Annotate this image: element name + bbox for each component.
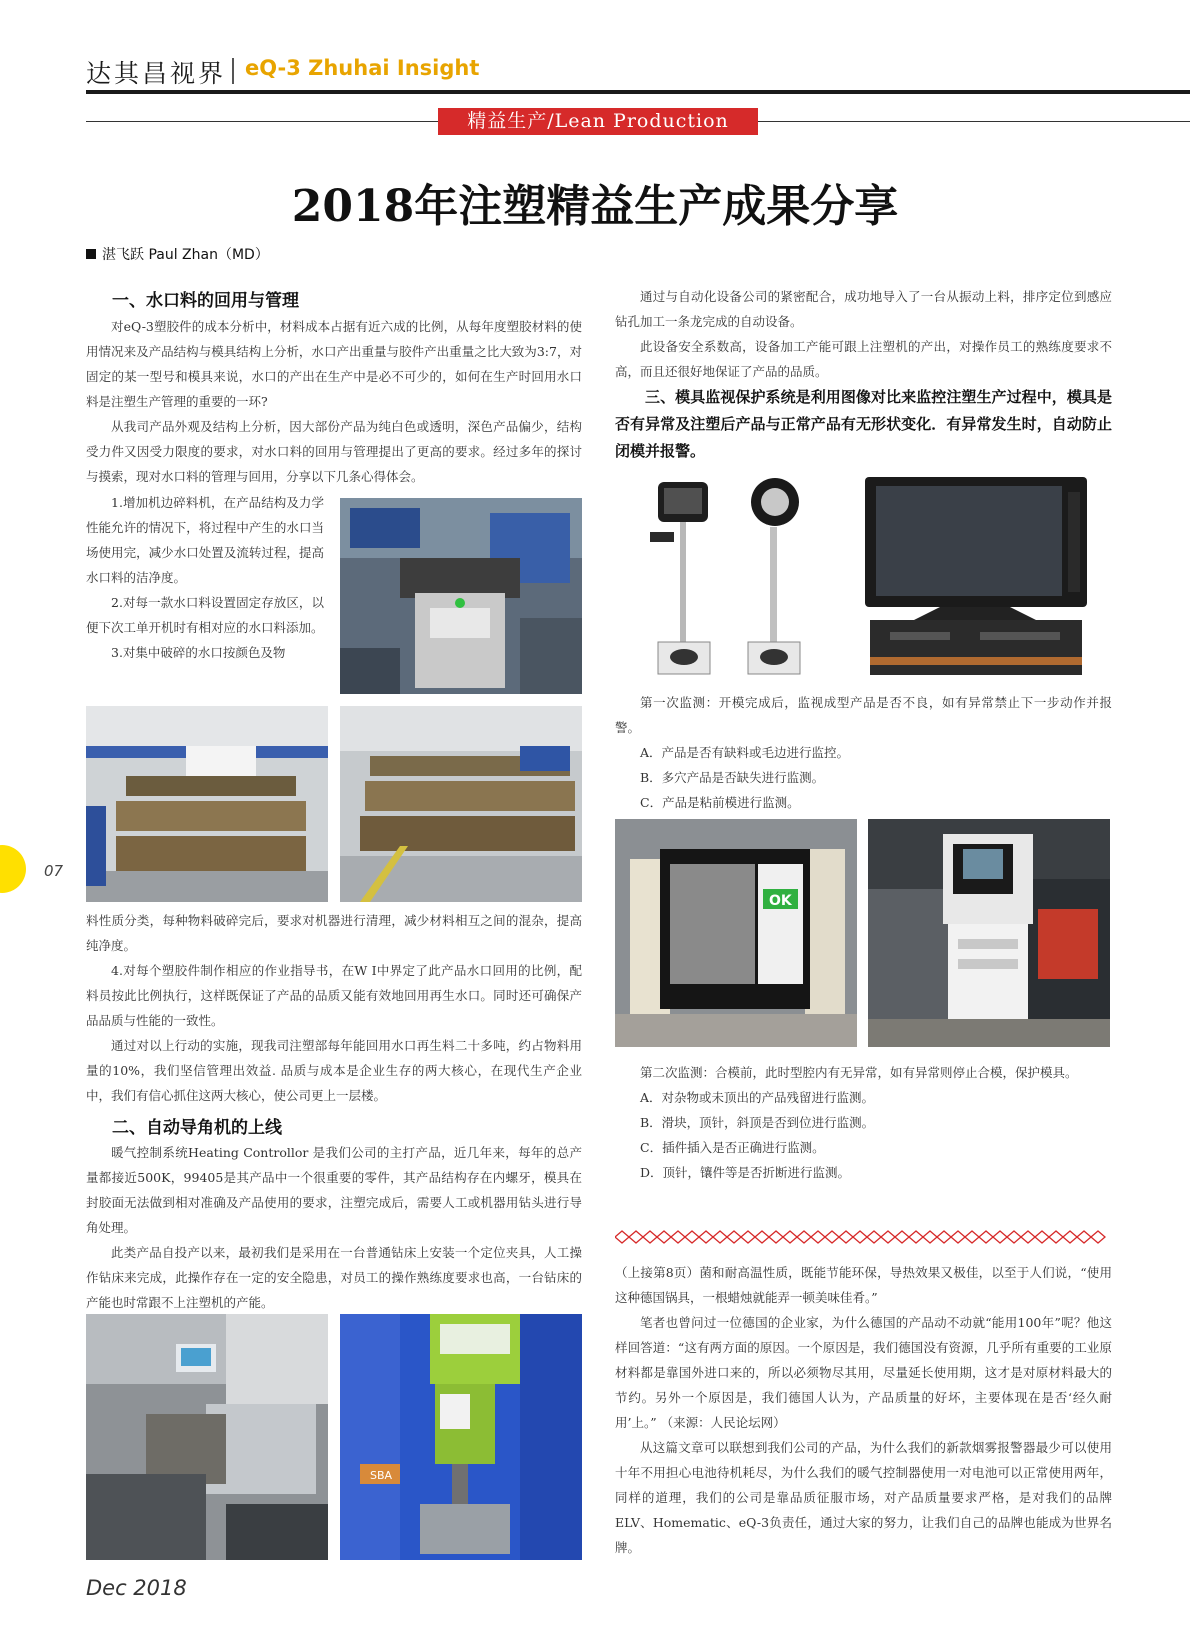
section1-items-wide xyxy=(86,908,582,1108)
first-monitoring-intro: 第一次监测：开模完成后，监视成型产品是否不良，如有异常禁止下一步动作并报警。 xyxy=(615,695,1112,735)
brand-name-cn: 达其昌视界 xyxy=(86,59,227,88)
first-monitoring-item-c: C．产品是粘前模进行监测。 xyxy=(640,795,800,810)
section3-heading: 三、模具监视保护系统是利用图像对比来监控注塑生产过程中，模具是否有异常及注塑后产品与正常产品有无形状变化．有异常发生时，自动防止闭模并报警。 xyxy=(615,388,1112,460)
brand-separator xyxy=(232,58,234,84)
header-rule xyxy=(86,90,1190,94)
first-monitoring-item-a: A．产品是否有缺料或毛边进行监控。 xyxy=(640,745,850,760)
photo-storage-rack-1 xyxy=(86,706,328,902)
section2-paragraph-2: 此类产品自投产以来，最初我们是采用在一台普通钻床上安装一个定位夹具，人工操作钻床来完成，此操作存在一定的安全隐患，对员工的操作熟练度要求也高，一台钻床的产能也时常跟不上注塑机的产能。 xyxy=(86,1245,582,1310)
section1-heading: 一、水口料的回用与管理 xyxy=(112,291,299,311)
page-number: 07 xyxy=(44,862,64,880)
article-author xyxy=(86,244,269,264)
decorative-divider xyxy=(615,1230,1112,1244)
section1-item-3-start: 3.对集中破碎的水口按颜色及物 xyxy=(111,645,286,660)
section1-paragraph-2: 从我司产品外观及结构上分析，因大部份产品为纯白色或透明，深色产品偏少，结构受力件又因受力限度的要求，对水口料的回用与管理提出了更高的要求。经过多年的探讨与摸索，现对水口料的管理与回用，分享以下几条心得体会。 xyxy=(86,419,582,484)
section2-heading: 二、自动导角机的上线 xyxy=(112,1118,282,1138)
second-monitoring-item-a: A．对杂物或未顶出的产品残留进行监测。 xyxy=(640,1090,875,1105)
issue-date: Dec 2018 xyxy=(86,1576,187,1600)
author-name: 湛飞跃 Paul Zhan（MD） xyxy=(102,247,269,263)
section2-paragraph-4: 此设备安全系数高，设备加工产能可跟上注塑机的产出，对操作员工的熟练度要求不高，而且还很好地保证了产品的品质。 xyxy=(615,339,1112,379)
section-tag: 精益生产/Lean Production xyxy=(438,108,758,135)
section1-items-narrow xyxy=(86,490,324,665)
section1-paragraph-1: 对eQ-3塑胶件的成本分析中，材料成本占据有近六成的比例，从每年度塑胶材料的使用情况来及产品结构与模具结构上分析，水口产出重量与胶件产出重量之比大致为3:7，对固定的某一型号和模具来说，水口的产出在生产中是必不可少的，如何在生产时回用水口料是注塑生产管理的重要的一环? xyxy=(86,319,582,409)
photo-drill-press xyxy=(340,1314,582,1560)
section1-item-4: 4.对每个塑胶件制作相应的作业指导书，在W I中界定了此产品水口回用的比例，配料员按此比例执行，这样既保证了产品的品质又能有效地回用再生水口。同时还可确保产品品质与性能的一致性。 xyxy=(86,963,582,1028)
brand-name-en: eQ-3 Zhuhai Insight xyxy=(245,56,480,80)
continued-paragraph-2: 笔者也曾问过一位德国的企业家，为什么德国的产品动不动就“能用100年”呢？他这样回答道：“这有两方面的原因。一个原因是，我们德国没有资源，几乎所有重要的工业原材料都是靠国外进口来的，所以必须物尽其用，尽量延长使用期，这才是对原材料最大的节约。另外一个原因是，我们德国人认为，产品质量的好坏，主要体现在是否‘经久耐用’上。” （来源：人民论坛网） xyxy=(615,1315,1112,1430)
continued-paragraph-1: （上接第8页）菌和耐高温性质，既能节能环保，导热效果又极佳，以至于人们说，“使用这种德国锅具，一根蜡烛就能弄一顿美味佳肴。” xyxy=(615,1265,1112,1305)
photo-monitor-unit xyxy=(860,472,1092,682)
page-marker-dot xyxy=(0,845,26,893)
photo-monitoring-cameras xyxy=(630,472,830,682)
photo-chamfer-machine xyxy=(86,1314,328,1560)
section1-item-3-continued: 料性质分类，每种物料破碎完后，要求对机器进行清理，减少材料相互之间的混杂，提高纯净度。 xyxy=(86,913,582,953)
monitor-ok-text: OK xyxy=(769,893,792,909)
section2-continued xyxy=(615,284,1112,384)
section2-body xyxy=(86,1140,582,1315)
divider-diamonds xyxy=(615,1231,1105,1243)
photo-monitor-screen xyxy=(615,819,857,1047)
second-monitoring-item-b: B．滑块，顶针，斜顶是否到位进行监测。 xyxy=(640,1115,875,1130)
photo-monitor-cabinet xyxy=(868,819,1110,1047)
continued-paragraph-3: 从这篇文章可以联想到我们公司的产品，为什么我们的新款烟雾报警器最少可以使用十年不用担心电池待机耗尽，为什么我们的暖气控制器使用一对电池可以正常使用两年，同样的道理，我们的公司是靠品质征服市场，对产品质量要求严格，是对我们的品牌ELV、Homematic、eQ-3负责任，通过大家的努力，让我们自己的品牌也能成为世界名牌。 xyxy=(615,1440,1112,1555)
section1-summary: 通过对以上行动的实施，现我司注塑部每年能回用水口再生料二十多吨，约占物料用量的10%，我们坚信管理出效益. 品质与成本是企业生存的两大核心，在现代生产企业中，我们有信心抓住这两大核心，使公司更上一层楼。 xyxy=(86,1038,582,1103)
second-monitoring-item-c: C．插件插入是否正确进行监测。 xyxy=(640,1140,825,1155)
continued-article xyxy=(615,1260,1112,1560)
sba-sign-text: SBA xyxy=(370,1469,393,1482)
second-monitoring-intro: 第二次监测：合模前，此时型腔内有无异常，如有异常则停止合模，保护模具。 xyxy=(640,1065,1078,1080)
section3-heading-block xyxy=(615,384,1112,465)
photo-grinder xyxy=(340,498,582,694)
section1-intro xyxy=(86,314,582,489)
section1-item-2: 2.对每一款水口料设置固定存放区，以便下次工单开机时有相对应的水口料添加。 xyxy=(86,595,324,635)
first-monitoring-block xyxy=(615,690,1112,815)
second-monitoring-block xyxy=(615,1060,1112,1185)
second-monitoring-item-d: D．顶针，镶件等是否折断进行监测。 xyxy=(640,1165,851,1180)
author-bullet-icon xyxy=(86,249,96,259)
first-monitoring-item-b: B．多穴产品是否缺失进行监测。 xyxy=(640,770,825,785)
section1-item-1: 1.增加机边碎料机，在产品结构及力学性能允许的情况下，将过程中产生的水口当场使用完，减少水口处置及流转过程，提高水口料的洁净度。 xyxy=(86,495,324,585)
section2-paragraph-1: 暖气控制系统Heating Controllor 是我们公司的主打产品，近几年来，每年的总产量都接近500K，99405是其产品中一个很重要的零件，其产品结构存在内螺牙，模具在封胶面无法做到相对准确及产品使用的要求，注塑完成后，需要人工或机器用钻头进行导角处理。 xyxy=(86,1145,582,1235)
section2-paragraph-3: 通过与自动化设备公司的紧密配合，成功地导入了一台从振动上料，排序定位到感应钻孔加工一条龙完成的自动设备。 xyxy=(615,289,1112,329)
photo-storage-rack-2 xyxy=(340,706,582,902)
article-title: 2018年注塑精益生产成果分享 xyxy=(291,181,899,232)
